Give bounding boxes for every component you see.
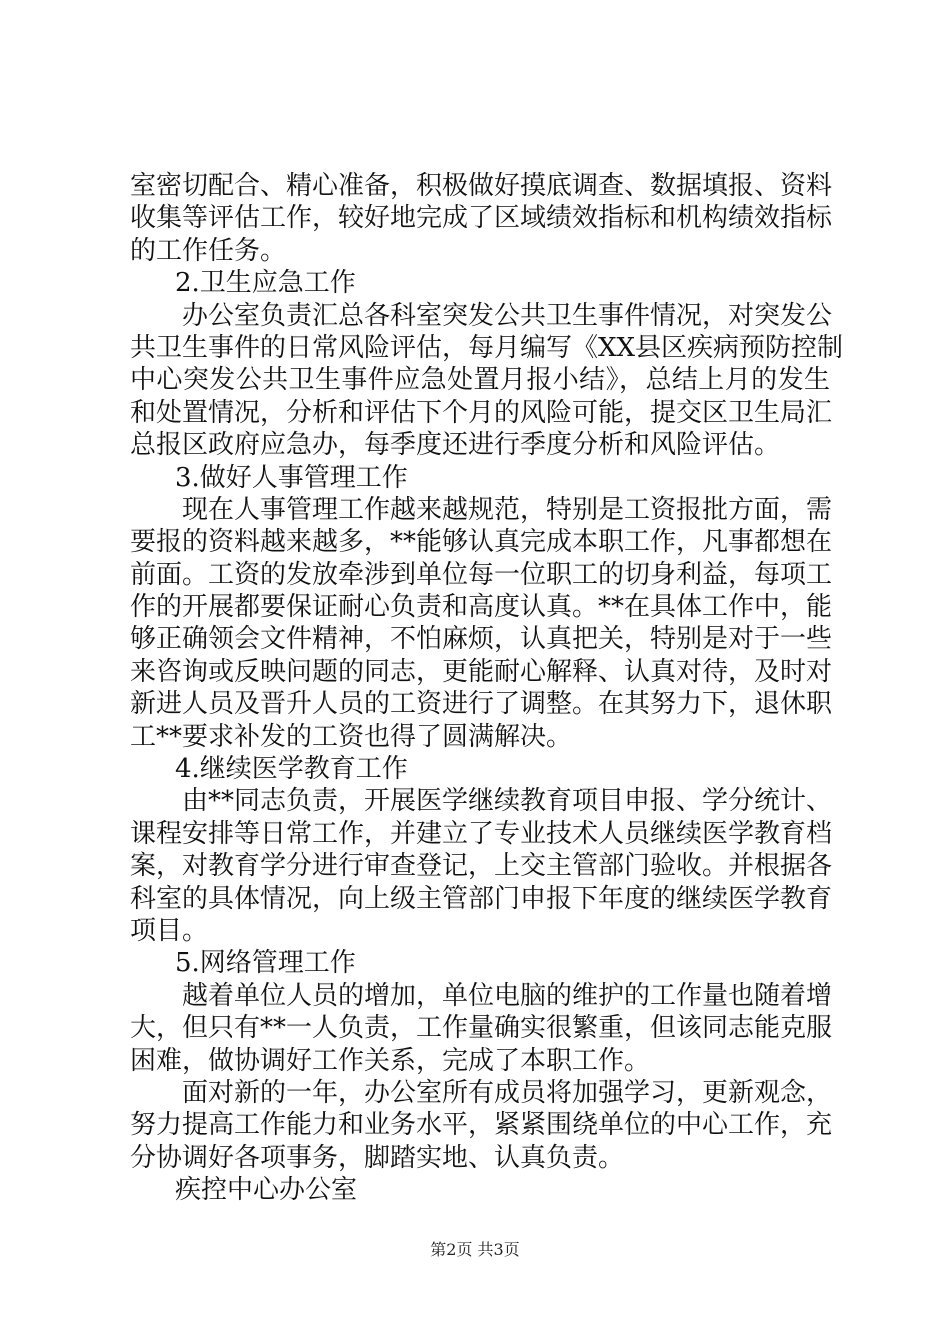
section-heading-emergency: 2.卫生应急工作	[175, 268, 356, 299]
body-line: 案，对教育学分进行审查登记，上交主管部门验收。并根据各	[130, 851, 833, 882]
body-line: 来咨询或反映问题的同志，更能耐心解释、认真对待，及时对	[130, 656, 833, 687]
body-line: 作的开展都要保证耐心负责和高度认真。**在具体工作中，能	[130, 592, 833, 623]
body-line: 的工作任务。	[130, 235, 287, 266]
body-line: 新进人员及晋升人员的工资进行了调整。在其努力下，退休职	[130, 689, 833, 720]
body-line: 办公室负责汇总各科室突发公共卫生事件情况，对突发公	[182, 300, 833, 331]
body-line: 共卫生事件的日常风险评估，每月编写《XX县区疾病预防控制	[130, 332, 844, 363]
body-line: 中心突发公共卫生事件应急处置月报小结》，总结上月的发生	[130, 365, 830, 396]
section-heading-education: 4.继续医学教育工作	[175, 754, 408, 785]
body-line: 越着单位人员的增加，单位电脑的维护的工作量也随着增	[182, 980, 833, 1011]
page-number-footer: 第2页 共3页	[430, 1240, 520, 1259]
body-line: 工**要求补发的工资也得了圆满解决。	[130, 721, 573, 752]
body-line: 科室的具体情况，向上级主管部门申报下年度的继续医学教育	[130, 883, 833, 914]
body-line: 室密切配合、精心准备，积极做好摸底调查、数据填报、资料	[130, 171, 833, 201]
body-line: 现在人事管理工作越来越规范，特别是工资报批方面，需	[182, 494, 833, 525]
body-line: 和处置情况，分析和评估下个月的风险可能，提交区卫生局汇	[130, 397, 833, 428]
body-line: 总报区政府应急办，每季度还进行季度分析和风险评估。	[130, 430, 781, 461]
body-line: 收集等评估工作，较好地完成了区域绩效指标和机构绩效指标	[130, 203, 833, 234]
body-line: 够正确领会文件精神，不怕麻烦，认真把关，特别是对于一些	[130, 624, 833, 655]
body-line: 项目。	[130, 915, 209, 946]
body-line: 大，但只有**一人负责，工作量确实很繁重，但该同志能克服	[130, 1013, 833, 1044]
body-line: 分协调好各项事务，脚踏实地、认真负责。	[130, 1142, 625, 1173]
section-heading-personnel: 3.做好人事管理工作	[175, 462, 408, 493]
section-heading-network: 5.网络管理工作	[175, 948, 356, 979]
body-line: 面对新的一年，办公室所有成员将加强学习，更新观念，	[182, 1077, 833, 1108]
signature-line: 疾控中心办公室	[175, 1175, 358, 1206]
body-line: 由**同志负责，开展医学继续教育项目申报、学分统计、	[182, 786, 833, 817]
document-body	[130, 170, 844, 1207]
body-line: 努力提高工作能力和业务水平，紧紧围绕单位的中心工作，充	[130, 1110, 833, 1141]
body-line: 困难，做协调好工作关系，完成了本职工作。	[130, 1045, 651, 1076]
body-line: 前面。工资的发放牵涉到单位每一位职工的切身利益，每项工	[130, 559, 833, 590]
body-line: 要报的资料越来越多，**能够认真完成本职工作，凡事都想在	[130, 527, 833, 558]
body-line: 课程安排等日常工作，并建立了专业技术人员继续医学教育档	[130, 818, 833, 849]
